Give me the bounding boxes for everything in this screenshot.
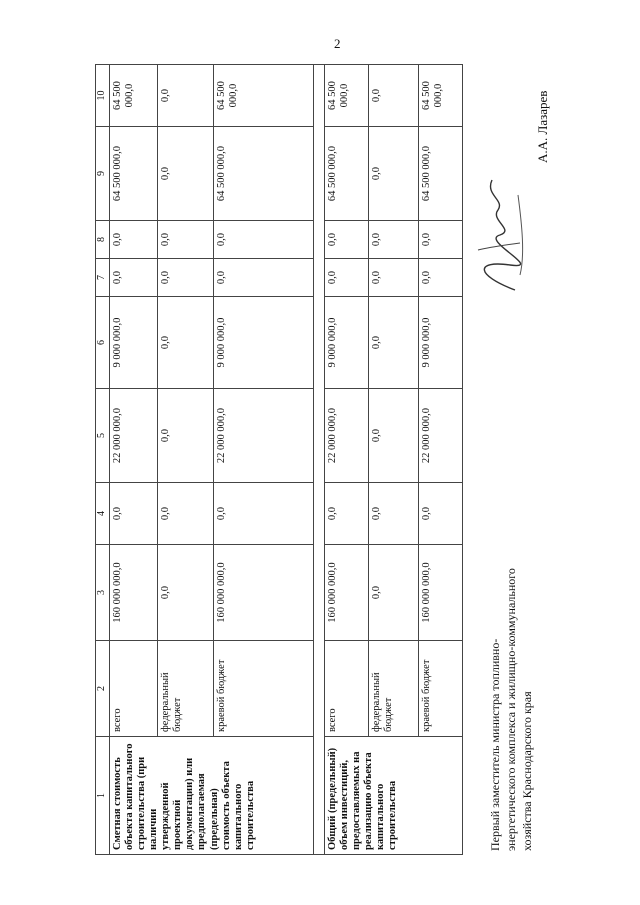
table-row xyxy=(110,65,158,855)
header-cell: 9 xyxy=(96,127,110,221)
source-cell: краевой бюджет xyxy=(419,641,463,737)
value-cell: 64 500 000,0 xyxy=(419,65,463,127)
table-row xyxy=(158,65,214,855)
value-cell: 0,0 xyxy=(325,483,369,545)
investment-table xyxy=(95,64,463,855)
block-title: Общий (предельный) объем инвестиций, предоставляемых на реализацию объекта капитального строительства xyxy=(325,737,463,855)
value-cell: 9 000 000,0 xyxy=(110,297,158,389)
page-number: 2 xyxy=(334,36,341,51)
table-row xyxy=(214,65,314,855)
table-row xyxy=(419,65,463,855)
value-cell: 0,0 xyxy=(369,483,419,545)
value-cell: 160 000 000,0 xyxy=(110,545,158,641)
header-cell: 2 xyxy=(96,641,110,737)
value-cell: 22 000 000,0 xyxy=(110,389,158,483)
header-cell: 8 xyxy=(96,221,110,259)
source-cell: всего xyxy=(110,641,158,737)
value-cell: 0,0 xyxy=(369,127,419,221)
header-cell: 7 xyxy=(96,259,110,297)
value-cell: 0,0 xyxy=(369,259,419,297)
value-cell: 64 500 000,0 xyxy=(110,65,158,127)
table-row xyxy=(369,65,419,855)
header-cell: 1 xyxy=(96,737,110,855)
table-header-row xyxy=(96,65,110,855)
source-cell: краевой бюджет xyxy=(214,641,314,737)
value-cell: 9 000 000,0 xyxy=(325,297,369,389)
value-cell: 0,0 xyxy=(158,127,214,221)
value-cell: 0,0 xyxy=(369,545,419,641)
value-cell: 0,0 xyxy=(110,259,158,297)
value-cell: 9 000 000,0 xyxy=(419,297,463,389)
value-cell: 0,0 xyxy=(158,545,214,641)
value-cell: 0,0 xyxy=(158,483,214,545)
signatory-name: А.А. Лазарев xyxy=(535,90,550,163)
value-cell: 0,0 xyxy=(419,483,463,545)
block-separator xyxy=(314,65,325,855)
value-cell: 64 500 000,0 xyxy=(214,65,314,127)
value-cell: 0,0 xyxy=(158,221,214,259)
separator-cell xyxy=(314,65,325,855)
value-cell: 160 000 000,0 xyxy=(419,545,463,641)
value-cell: 64 500 000,0 xyxy=(325,127,369,221)
value-cell: 0,0 xyxy=(158,65,214,127)
header-cell: 4 xyxy=(96,483,110,545)
header-cell: 5 xyxy=(96,389,110,483)
value-cell: 0,0 xyxy=(419,221,463,259)
value-cell: 0,0 xyxy=(369,221,419,259)
value-cell: 0,0 xyxy=(369,297,419,389)
value-cell: 160 000 000,0 xyxy=(214,545,314,641)
value-cell: 64 500 000,0 xyxy=(419,127,463,221)
value-cell: 0,0 xyxy=(158,389,214,483)
value-cell: 22 000 000,0 xyxy=(325,389,369,483)
source-cell: федеральный бюджет xyxy=(158,641,214,737)
value-cell: 0,0 xyxy=(110,483,158,545)
value-cell: 9 000 000,0 xyxy=(214,297,314,389)
value-cell: 160 000 000,0 xyxy=(325,545,369,641)
value-cell: 0,0 xyxy=(369,65,419,127)
value-cell: 0,0 xyxy=(214,221,314,259)
value-cell: 0,0 xyxy=(419,259,463,297)
value-cell: 64 500 000,0 xyxy=(214,127,314,221)
block-title: Сметная стоимость объекта капитального строительства (при наличии утвержденной проектной документации) или предполагаемая (предельная) стоимость объекта капитального строительства xyxy=(110,737,314,855)
signatory-position: Первый заместитель министра топливно-энергетического комплекса и жилищно-коммунального хозяйства Краснодарского края xyxy=(488,568,535,851)
handwritten-signature xyxy=(470,175,530,295)
source-cell: всего xyxy=(325,641,369,737)
table-row xyxy=(325,65,369,855)
value-cell: 0,0 xyxy=(110,221,158,259)
header-cell: 3 xyxy=(96,545,110,641)
value-cell: 0,0 xyxy=(369,389,419,483)
value-cell: 22 000 000,0 xyxy=(214,389,314,483)
source-cell: федеральный бюджет xyxy=(369,641,419,737)
header-cell: 6 xyxy=(96,297,110,389)
value-cell: 0,0 xyxy=(214,483,314,545)
value-cell: 0,0 xyxy=(214,259,314,297)
value-cell: 0,0 xyxy=(325,259,369,297)
header-cell: 10 xyxy=(96,65,110,127)
value-cell: 0,0 xyxy=(325,221,369,259)
value-cell: 64 500 000,0 xyxy=(325,65,369,127)
rotated-document-body xyxy=(95,65,550,855)
value-cell: 0,0 xyxy=(158,259,214,297)
value-cell: 0,0 xyxy=(158,297,214,389)
value-cell: 22 000 000,0 xyxy=(419,389,463,483)
value-cell: 64 500 000,0 xyxy=(110,127,158,221)
